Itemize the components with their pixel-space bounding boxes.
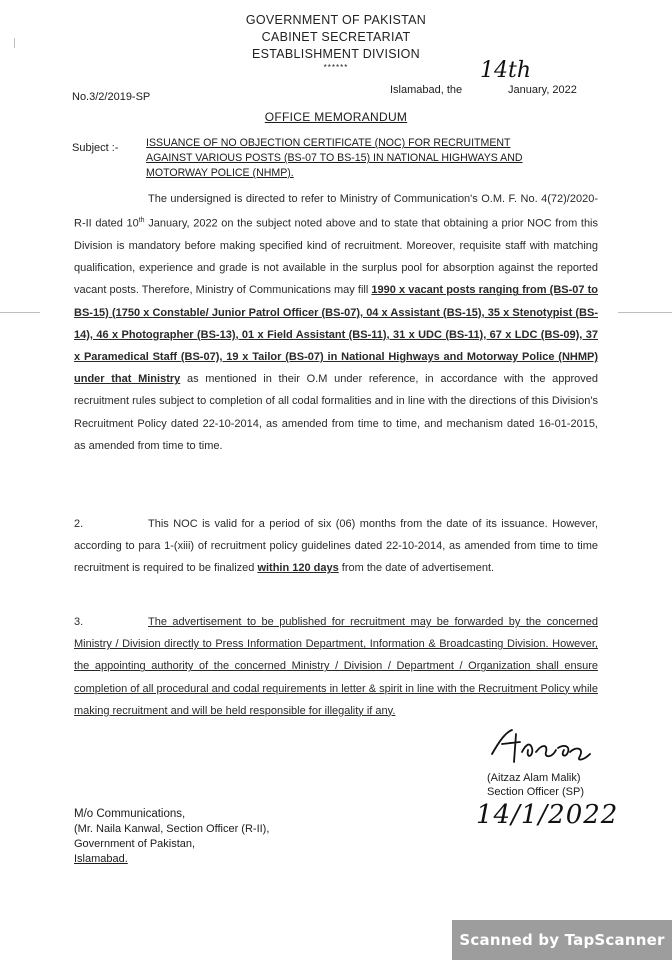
paragraph-number: 2. (74, 518, 84, 530)
date-place: Islamabad, the (390, 84, 463, 96)
addressee-city: Islamabad. (74, 853, 128, 865)
signatory-name: (Aitzaz Alam Malik) (487, 772, 581, 784)
handwritten-sign-date: 14/1/2022 (476, 800, 619, 830)
date-month-year: January, 2022 (508, 84, 577, 96)
addressee-ministry: M/o Communications, (74, 808, 186, 820)
header-government: GOVERNMENT OF PAKISTAN (245, 13, 427, 27)
paragraph-number: 3. (74, 616, 84, 628)
paragraph-text: The advertisement to be published for recruitment may be forwarded by the concerned Ministry / Division directly to Press Information Department, Information & Broadcasting Division. However, the appointing authority of the concerned Ministry / Division / Department / Organization shall ensure completion of all procedural and codal requirements in letter & spirit in line with the Recruitment Policy while making recruitment and will be held responsible for illegality if any. (74, 616, 598, 717)
subject-label: Subject :- (72, 142, 119, 154)
header-division: ESTABLISHMENT DIVISION (252, 47, 420, 61)
subject-text (146, 136, 598, 181)
subject-line: AGAINST VARIOUS POSTS (BS-07 TO BS-15) IN NATIONAL HIGHWAYS AND (146, 152, 523, 164)
paragraph-2 (74, 513, 598, 580)
memo-title: OFFICE MEMORANDUM (264, 110, 408, 124)
handwritten-signature (486, 722, 596, 772)
paragraph-text: This NOC is valid for a period of six (06) months from the date of its issuance. However, according to para 1-(xiii) of recruitment policy guidelines dated 22-10-2014, as amended from time to time recruitment is required to be finalized (74, 518, 598, 575)
header-cabinet: CABINET SECRETARIAT (261, 30, 411, 44)
paragraph-text: The undersigned is directed to refer to Ministry of Communication's O.M. F. No. 4(72)/2020-R-II dated 10 (74, 193, 598, 230)
deadline-text: within 120 days (257, 562, 339, 575)
header-stars: ****** (323, 63, 349, 72)
scan-artifact (618, 312, 672, 313)
reference-number: No.3/2/2019-SP (72, 91, 151, 103)
subject-line: ISSUANCE OF NO OBJECTION CERTIFICATE (NOC) FOR RECRUITMENT (146, 137, 511, 149)
scan-artifact (0, 312, 40, 313)
addressee-officer: (Mr. Naila Kanwal, Section Officer (R-II), (74, 823, 270, 835)
paragraph-1 (74, 188, 598, 457)
signatory-designation: Section Officer (SP) (487, 786, 584, 798)
paragraph-text: January, 2022 on the subject noted above and to state that obtaining a prior NOC from this Division is mandatory before making specified kind of recruitment. Moreover, requisite staff with matching qualification, experience and grade is not available in the surplus pool for absorption against the reported vacant posts. Therefore, Ministry of Communications may fill (74, 217, 598, 297)
handwritten-day: 14th (480, 58, 532, 83)
superscript: th (138, 217, 145, 225)
subject-line: MOTORWAY POLICE (NHMP). (146, 167, 294, 179)
addressee-government: Government of Pakistan, (74, 838, 196, 850)
paragraph-text: from the date of advertisement. (338, 562, 495, 575)
scanner-watermark: Scanned by TapScanner (452, 920, 672, 960)
paragraph-text: as mentioned in their O.M under reference, in accordance with the approved recruitment rules subject to completion of all codal formalities and in line with the directions of this Division's Recruitment Policy dated 22-10-2014, as amended from time to time, and mechanism dated 16-01-2015, as amended from time to time. (74, 373, 598, 452)
paragraph-3 (74, 611, 598, 722)
vacant-posts-details: 1990 x vacant posts ranging from (BS-07 to BS-15) (1750 x Constable/ Junior Patrol Officer (BS-07), 04 x Assistant (BS-15), 35 x Stenotypist (BS-14), 46 x Photographer (BS-13), 01 x Field Assistant (BS-11), 31 x UDC (BS-11), 67 x LDC (BS-09), 37 x Paramedical Staff (BS-07), 19 x Tailor (BS-07) in National Highways and Motorway Police (NHMP) under that Ministry (74, 284, 599, 386)
